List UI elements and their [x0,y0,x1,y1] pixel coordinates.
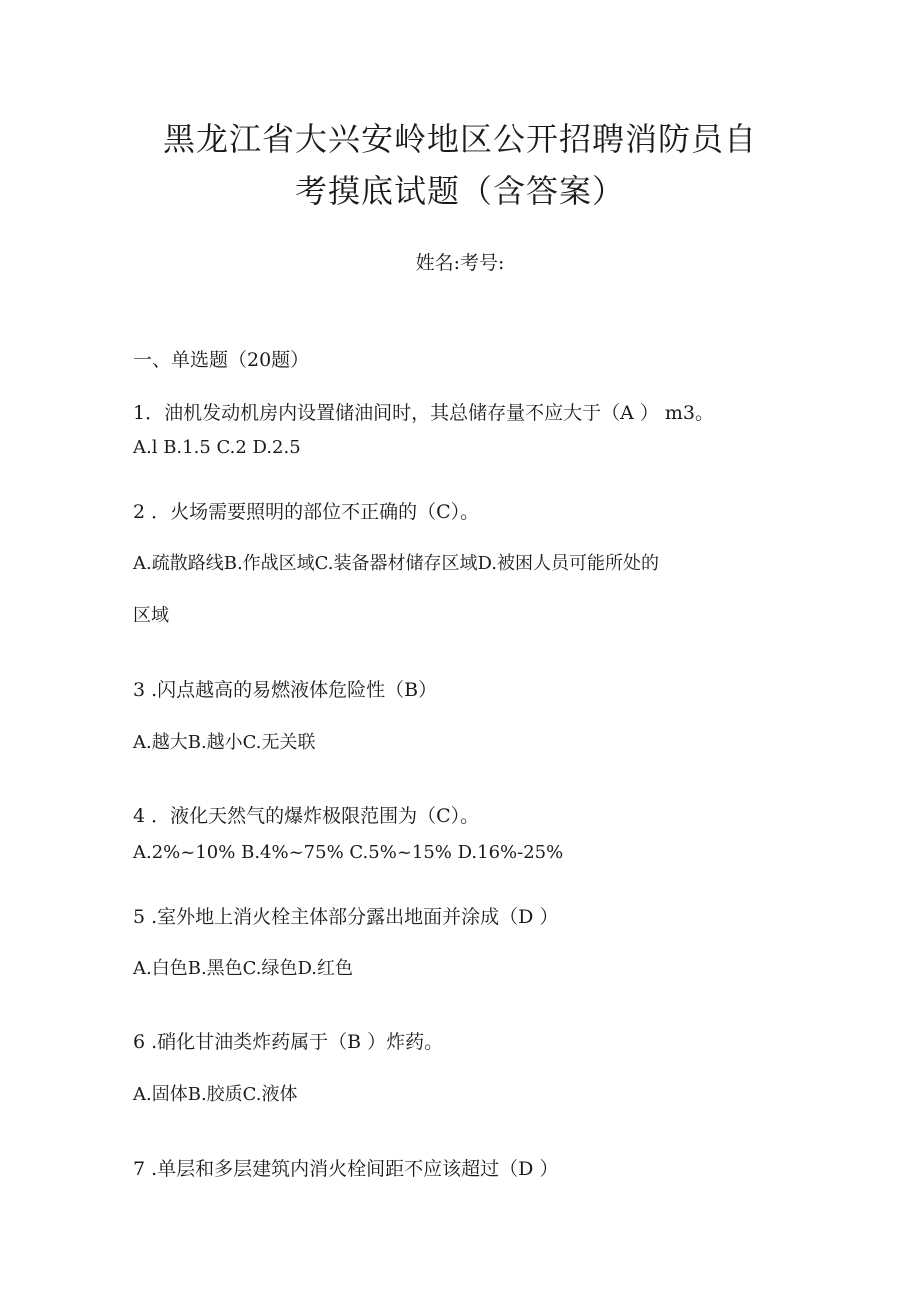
question-3: 3 .闪点越高的易燃液体危险性（B） [133,679,438,701]
question-5-options: A.白色B.黑色C.绿色D.红色 [133,958,354,979]
section-heading: 一、单选题（20题） [133,349,310,371]
question-4: 4 ．液化天然气的爆炸极限范围为（C）。 [133,805,480,827]
title-line-1: 黑龙江省大兴安岭地区公开招聘消防员自 [162,120,757,158]
question-3-options: A.越大B.越小C.无关联 [133,732,316,753]
question-6: 6 .硝化甘油类炸药属于（B ）炸药。 [133,1031,444,1053]
question-2-options-cont: 区域 [133,605,169,626]
question-6-options: A.固体B.胶质C.液体 [133,1084,298,1105]
name-exam-number-field: 姓名:考号: [415,252,505,274]
question-2: 2 ．火场需要照明的部位不正确的（C）。 [133,501,480,523]
title-line-2: 考摸底试题（含答案） [294,172,625,210]
question-4-options: A.2%~10% B.4%~75% C.5%~15% D.16%-25% [133,842,564,863]
question-7: 7 .单层和多层建筑内消火栓间距不应该超过（D ） [133,1158,559,1180]
question-5: 5 .室外地上消火栓主体部分露出地面并涂成（D ） [133,906,559,928]
question-2-options: A.疏散路线B.作战区域C.装备器材储存区域D.被困人员可能所处的 [133,553,660,574]
question-1-options: A.l B.1.5 C.2 D.2.5 [133,437,301,458]
question-1: 1．油机发动机房内设置储油间时，其总储存量不应大于（A ） m3。 [133,402,714,424]
